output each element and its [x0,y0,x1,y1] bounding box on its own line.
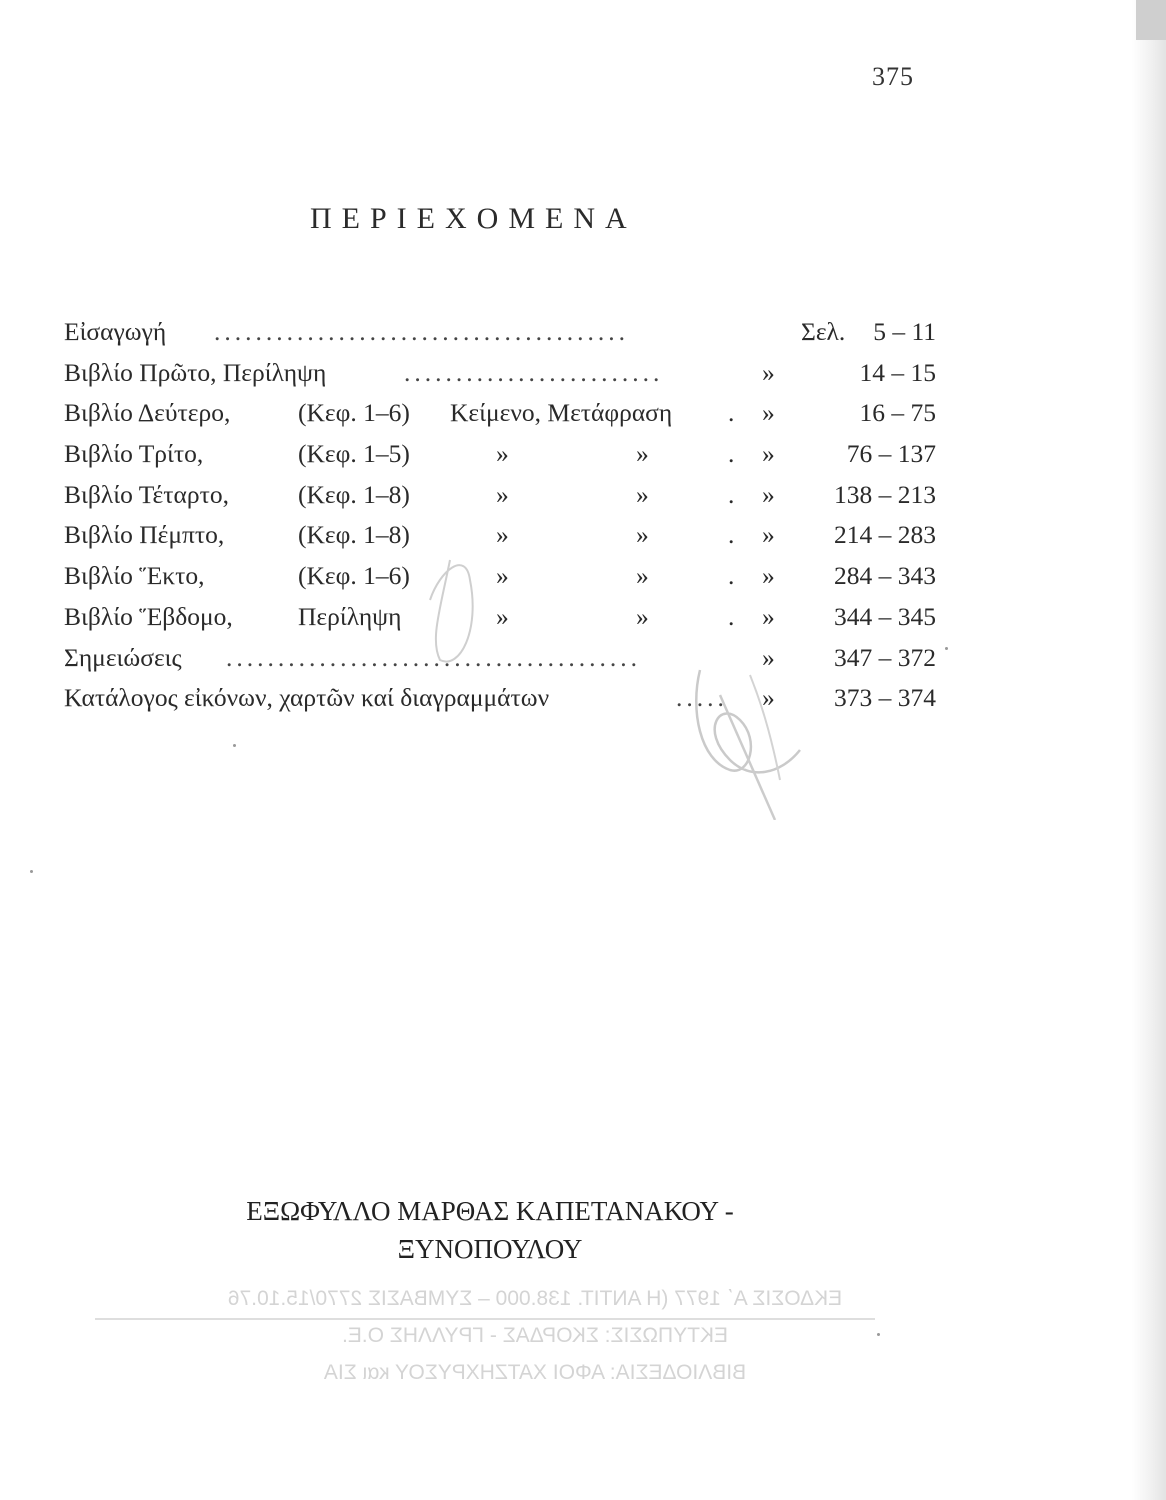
toc-ditto-mark: » [762,479,775,509]
toc-page-range: 214 – 283 [834,520,936,550]
bleed-through-line: ΕΚΤΥΠΩΣΙΣ: ΣΚΟΡΔΑΣ - ΓΡΥΛΛΗΣ Ο.Ε. [341,1324,729,1347]
toc-ditto-mark: » [762,601,775,631]
toc-ditto-mark: » [762,561,775,591]
toc-leader-dot: . [728,520,735,550]
toc-ditto-mark: » [636,439,649,469]
toc-ditto-mark: » [762,642,775,672]
toc-dot-leader: ......................... [404,357,664,387]
toc-leader-dot: . [728,439,735,469]
toc-page-range: 344 – 345 [834,601,936,631]
toc-ditto-mark: » [636,479,649,509]
toc-ditto-mark: » [496,479,509,509]
toc-page-range: 284 – 343 [834,561,936,591]
toc-ditto-mark: » [762,439,775,469]
toc-entry-title: Κατάλογος εἰκόνων, χαρτῶν καί διαγραμμάτων [64,683,550,713]
toc-chapter-range: (Κεφ. 1–8) [298,479,410,509]
toc-ditto-mark: » [762,520,775,550]
toc-row-introduction [64,312,944,353]
toc-ditto-mark: » [762,357,775,387]
toc-entry-title: Βιβλίο Ἕκτο, [64,561,205,591]
toc-ditto-mark: » [496,561,509,591]
cover-credit-line: ΞΥΝΟΠΟΥΛΟΥ [397,1234,583,1264]
toc-ditto-mark: » [762,683,775,713]
toc-page-range: 14 – 15 [859,357,936,387]
toc-entry-title: Βιβλίο Τέταρτο, [64,479,229,509]
paper-speck [877,1333,880,1336]
cover-credit-line: ΕΞΩΦΥΛΛΟ ΜΑΡΘΑΣ ΚΑΠΕΤΑΝΑΚΟΥ - [246,1196,734,1226]
toc-page-prefix: Σελ. [801,317,846,346]
toc-row-book-3 [64,434,944,475]
toc-leader-dot: . [728,398,735,428]
toc-leader-dot: . [728,601,735,631]
toc-leader-dot: . [728,561,735,591]
toc-page-range: 138 – 213 [834,479,936,509]
toc-ditto-mark: » [636,520,649,550]
toc-dot-leader: ........................................ [226,642,641,672]
bleed-through-line: ΕΚΔΟΣΙΣ Α΄ 1977 (Η ΑΝΤΙΤ. 138.000 – ΣΥΜΒΑΣΙΣ 2770/15.10.76 [227,1287,843,1310]
page-edge-top [1136,0,1166,40]
toc-ditto-mark: » [636,561,649,591]
paper-speck [945,647,948,650]
toc-chapter-range: (Κεφ. 1–8) [298,520,410,550]
toc-row-book-4 [64,475,944,516]
toc-page-range: 76 – 137 [846,439,936,469]
paper-speck [30,870,33,873]
toc-page-range: 373 – 374 [834,683,936,713]
toc-dot-leader: ........................................ [214,317,629,346]
paper-speck [233,744,236,747]
toc-page-range: 5 – 11 [873,317,936,346]
toc-entry-title: Βιβλίο Ἕβδομο, [64,601,233,631]
page-edge [1132,0,1166,1500]
handwritten-signature [400,520,840,820]
toc-ditto-mark: » [496,439,509,469]
toc-page-range: 347 – 372 [834,642,936,672]
toc-dot-leader: ..... [676,683,728,713]
toc-entry-title: Βιβλίο Πέμπτο, [64,520,225,550]
toc-leader-dot: . [728,479,735,509]
toc-entry-title: Βιβλίο Πρῶτο, Περίληψη [64,357,327,387]
toc-entry-title: Βιβλίο Δεύτερο, [64,398,231,428]
toc-ditto-mark: » [496,520,509,550]
toc-ditto-mark: » [762,398,775,428]
toc-entry-title: Βιβλίο Τρίτο, [64,439,204,469]
toc-row-book-2 [64,393,944,434]
toc-entry-title: Εἰσαγωγή [64,317,167,346]
toc-ditto-mark: » [636,601,649,631]
toc-chapter-range: (Κεφ. 1–5) [298,439,410,469]
toc-entry-note: Περίληψη [298,601,402,631]
toc-chapter-range: (Κεφ. 1–6) [298,398,410,428]
toc-entry-note: Κείμενο, Μετάφραση [450,398,673,428]
bleed-through-line: ΒΙΒΛΙΟΔΕΣΙΑ: ΑΦΟΙ ΧΑΤΖΗΧΡΥΣΟΥ και ΣΙΑ [323,1361,747,1384]
toc-entry-title: Σημειώσεις [64,642,182,672]
bleed-through-rule [95,1318,875,1320]
toc-ditto-mark: » [496,601,509,631]
cover-credit [0,1192,980,1268]
page-title: ΠΕΡΙΕΧΟΜΕΝΑ [310,202,637,235]
page-number: 375 [872,62,914,91]
toc-row-book-1 [64,353,944,394]
toc-page-range: 16 – 75 [859,398,936,428]
bleed-through-imprint [175,1280,895,1391]
toc-chapter-range: (Κεφ. 1–6) [298,561,410,591]
